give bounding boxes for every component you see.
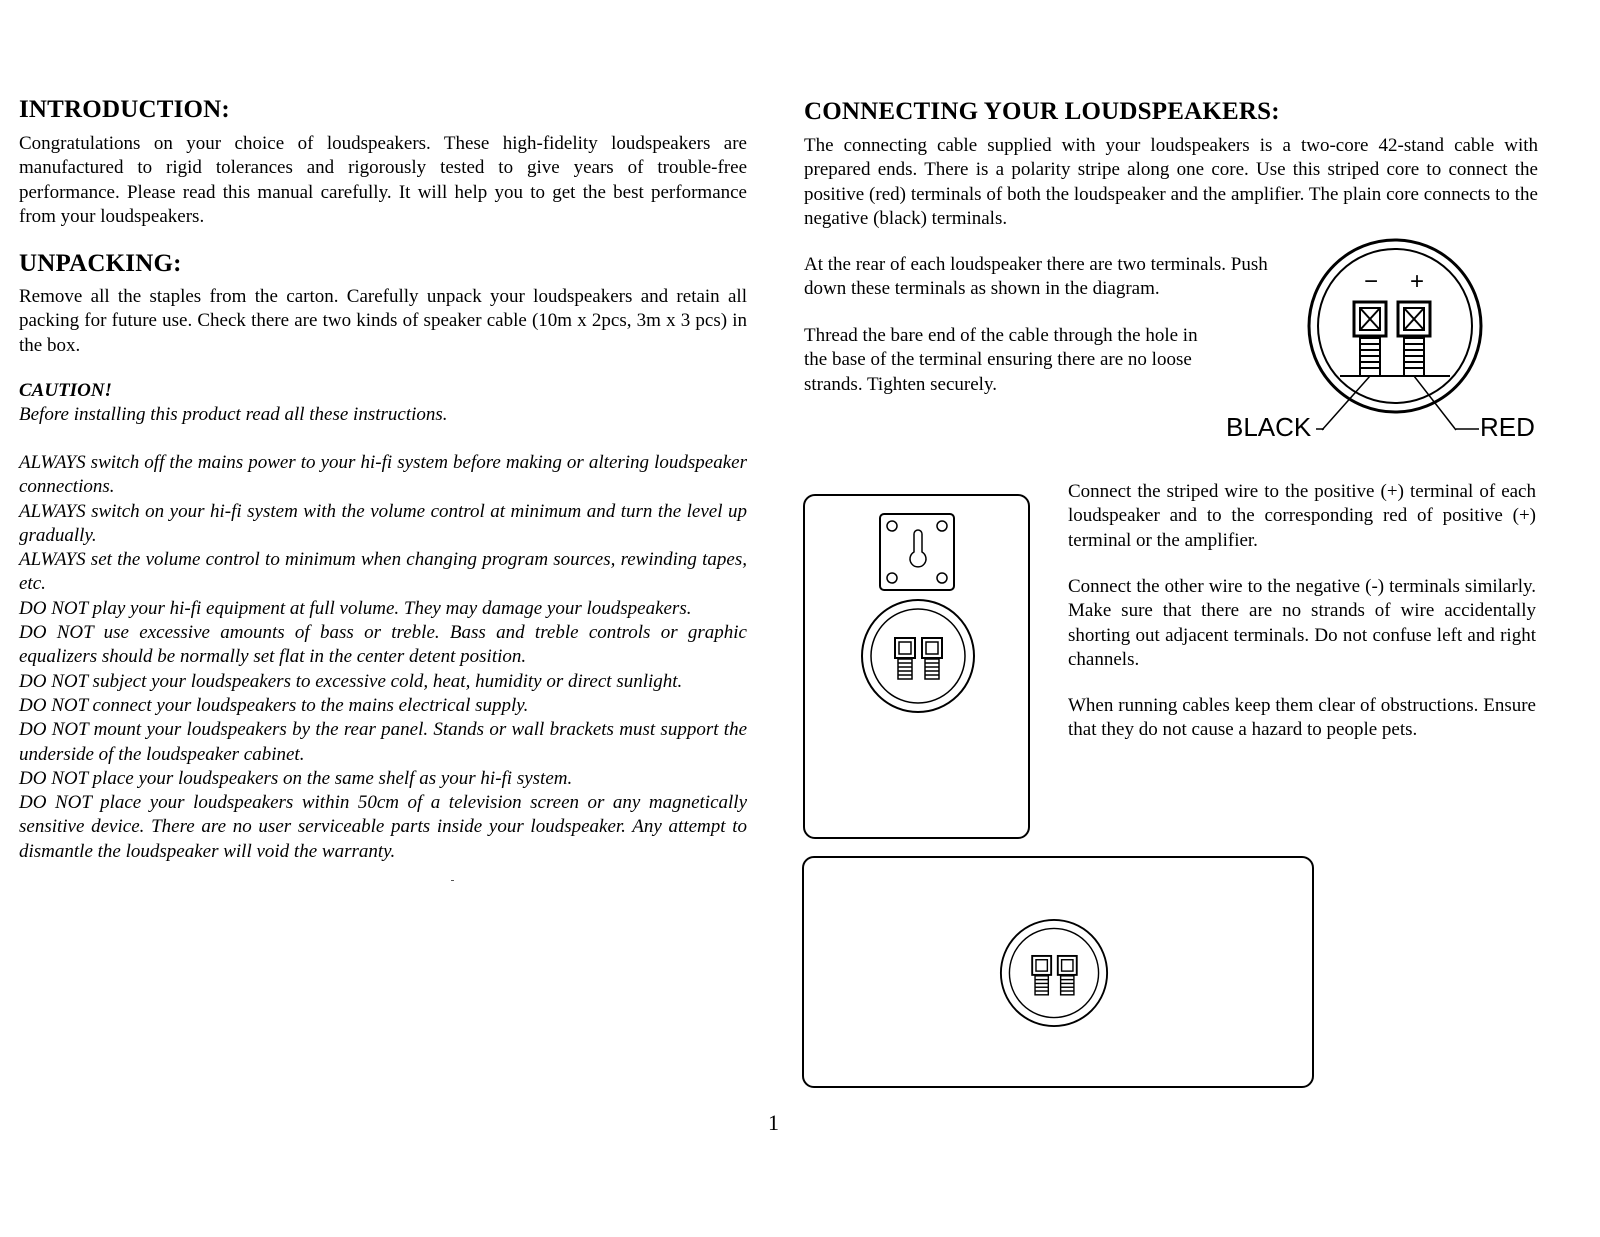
terminal-diagram xyxy=(1300,240,1510,450)
introduction-text: Congratulations on your choice of loudspeakers. These high-fidelity loudspeakers are manufactured to rigid tolerances and rigorously tested to give years of trouble-free performance. Please read this manual carefully. It will help you to get the best performance from your loudspeakers. xyxy=(19,133,747,227)
caution-item: DO NOT mount your loudspeakers by the rear panel. Stands or wall brackets must support the underside of the loudspeaker cabinet. xyxy=(19,719,747,765)
scan-speck xyxy=(451,880,454,881)
red-label: RED xyxy=(1480,412,1535,442)
caution-item: DO NOT play your hi-fi equipment at full volume. They may damage your loudspeakers. xyxy=(19,597,692,619)
terminal-plate-icon xyxy=(999,918,1109,1028)
caution-list xyxy=(19,451,747,864)
caution-item: DO NOT place your loudspeakers within 50cm of a television screen or any magnetically sensitive device. There are no user serviceable parts inside your loudspeaker. Any attempt to dismantle the loudspeaker will void the warranty. xyxy=(19,792,747,862)
page-number: 1 xyxy=(768,1110,779,1135)
caution-subtext: Before installing this product read all these instructions. xyxy=(19,404,448,425)
running-cables-text: When running cables keep them clear of obstructions. Ensure that they do not cause a hazard to people pets. xyxy=(1068,695,1536,741)
caution-item: DO NOT subject your loudspeakers to excessive cold, heat, humidity or direct sunlight. xyxy=(19,670,683,692)
unpacking-text: Remove all the staples from the carton. Carefully unpack your loudspeakers and retain all packing for future use. Check there are two kinds of speaker cable (10m x 2pcs, 3m x 3 pcs) in the box. xyxy=(19,286,747,356)
caution-item: DO NOT place your loudspeakers on the same shelf as your hi-fi system. xyxy=(19,767,573,789)
introduction-heading: INTRODUCTION: xyxy=(19,96,230,123)
rear-terminals-text: At the rear of each loudspeaker there are two terminals. Push down these terminals as shown in the diagram. xyxy=(804,254,1268,300)
connect-striped-text: Connect the striped wire to the positive (+) terminal of each loudspeaker and to the corresponding red of positive (+) terminal or the amplifier. xyxy=(1068,481,1536,551)
black-label: BLACK xyxy=(1226,412,1312,442)
plus-label: + xyxy=(1410,268,1425,295)
connecting-text: The connecting cable supplied with your loudspeakers is a two-core 42-stand cable with prepared ends. There is a polarity stripe along one core. Use this striped core to connect the positive (red) terminals of both the loudspeaker and the amplifier. The plain core connects to the negative (black) terminals. xyxy=(804,135,1538,229)
caution-item: DO NOT connect your loudspeakers to the mains electrical supply. xyxy=(19,694,529,716)
thread-cable-text: Thread the bare end of the cable through the hole in the base of the terminal ensuring there are no loose strands. Tighten securely. xyxy=(804,325,1198,395)
terminal-plate-icon xyxy=(860,598,976,714)
caution-item: DO NOT use excessive amounts of bass or treble. Bass and treble controls or graphic equalizers should be normally set flat in the center detent position. xyxy=(19,622,747,668)
wall-mount-bracket-icon xyxy=(878,512,958,592)
unpacking-heading: UNPACKING: xyxy=(19,250,182,277)
caution-item: ALWAYS switch off the mains power to your hi-fi system before making or altering loudspeaker connections. xyxy=(19,452,747,498)
connecting-heading: CONNECTING YOUR LOUDSPEAKERS: xyxy=(804,98,1280,125)
caution-item: ALWAYS switch on your hi-fi system with the volume control at minimum and turn the level up gradually. xyxy=(19,500,747,546)
caution-heading: CAUTION! xyxy=(19,380,112,401)
caution-item: ALWAYS set the volume control to minimum when changing program sources, rewinding tapes, etc. xyxy=(19,549,747,595)
label-leader-lines xyxy=(1300,420,1600,440)
minus-label: − xyxy=(1364,268,1379,295)
connect-other-text: Connect the other wire to the negative (-) terminals similarly. Make sure that there are no strands of wire accidentally shorting out adjacent terminals. Do not confuse left and right channels. xyxy=(1068,576,1536,670)
